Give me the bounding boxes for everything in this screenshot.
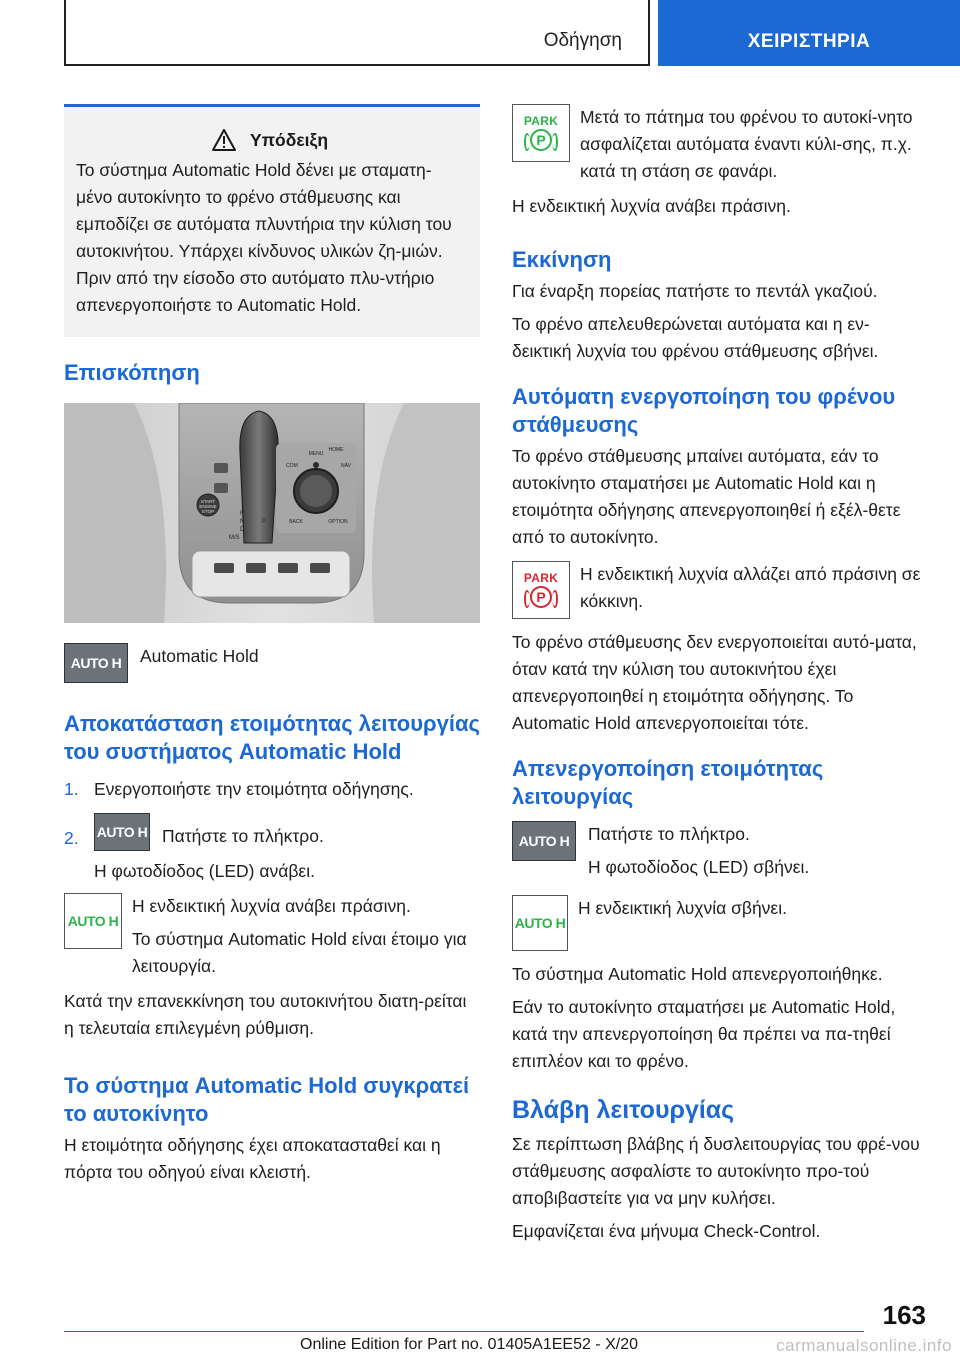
deactivate-press-text: Πατήστε το πλήκτρο. — [588, 824, 750, 844]
malfunction-p2: Εμφανίζεται ένα μήνυμα Check-Control. — [512, 1221, 821, 1241]
nav-label: NAV — [341, 463, 351, 469]
step-2-number: 2. — [64, 828, 79, 848]
com-label: COM — [286, 463, 298, 469]
auto-h-lamp-off-label: AUTO H — [514, 915, 566, 931]
warning-text: Το σύστημα Automatic Hold δένει με σταματη-μένο αυτοκίνητο το φρένο στάθμευσης και εμποδίζει σε αυτόματα πλυντήρια την κύλιση του αυτοκινήτου. Υπάρχει κίνδυνος υλικών ζη-μιών. Πριν από την είσοδο στο αυτόματο πλυ-ντήριο απενεργοποιήστε το Automatic Hold. — [76, 160, 452, 315]
auto-hold-caption: Automatic Hold — [140, 646, 259, 666]
holds-text: Η ετοιμότητα οδήγησης έχει αποκατασταθεί και η πόρτα του οδηγού είναι κλειστή. — [64, 1135, 441, 1182]
auto-h-green-lamp-icon — [64, 893, 122, 949]
park-red-row — [512, 561, 926, 619]
lamp-green-text: Η ενδεικτική λυχνία ανάβει πράσινη. — [132, 896, 411, 916]
deactivate-p1: Το σύστημα Automatic Hold απενεργοποιήθηκε. — [512, 964, 883, 984]
page-number: 163 — [882, 1300, 926, 1330]
auto-h-lamp-off-icon — [512, 895, 568, 951]
deactivate-button-text-group — [588, 821, 809, 881]
park-red-label: PARK — [523, 571, 559, 585]
warning-title: Υπόδειξη — [249, 129, 329, 150]
park-red-text: Η ενδεικτική λυχνία αλλάζει από πράσινη σε κόκκινη. — [580, 564, 921, 611]
gear-ms-label: M/S — [229, 535, 240, 541]
section-tab — [64, 0, 650, 66]
footer-edition: Online Edition for Part no. 01405A1EE52 - X/20 — [300, 1336, 638, 1353]
footer-rule — [64, 1331, 864, 1332]
stop-label: STOP — [201, 509, 215, 514]
chapter-tab: ΧΕΙΡΙΣΤΗΡΙΑ — [658, 0, 960, 66]
auto-h-button-icon-deactivate: AUTO H — [512, 821, 576, 861]
restart-text: Κατά την επανεκκίνηση του αυτοκινήτου διατη-ρείται η τελευταία επιλεγμένη ρύθμιση. — [64, 991, 467, 1038]
gear-p-label: P — [262, 519, 267, 525]
auto-park-p2: Το φρένο στάθμευσης δεν ενεργοποιείται αυτό-ματα, όταν κατά την κύλιση του αυτοκινήτου έχει απενεργοποιηθεί η ετοιμότητα οδήγησης. Το Automatic Hold απενεργοποιείται τότε. — [512, 632, 917, 733]
park-green-symbol: P — [530, 129, 552, 151]
right-column — [512, 104, 926, 1245]
holds-heading: Το σύστημα Automatic Hold συγκρατεί το αυτοκίνητο — [64, 1073, 470, 1126]
activate-heading: Αποκατάσταση ετοιμότητας λειτουργίας του συστήματος Automatic Hold — [64, 711, 480, 764]
lamp-off-row — [512, 895, 926, 951]
deactivate-heading: Απενεργοποίηση ετοιμότητας λειτουργίας — [512, 756, 824, 809]
warning-triangle-icon — [212, 129, 236, 151]
park-green-lamp-icon — [512, 104, 570, 162]
auto-hold-button-row — [64, 643, 480, 683]
watermark: carmanualsonline.info — [776, 1336, 952, 1355]
gear-n-label: N — [240, 519, 245, 525]
start-label: START — [200, 499, 216, 504]
led-off-text: Η φωτοδίοδος (LED) σβήνει. — [588, 857, 810, 877]
auto-park-heading: Αυτόματη ενεργοποίηση του φρένου στάθμευσης — [512, 384, 896, 437]
park-red-lamp-icon — [512, 561, 570, 619]
page-header — [0, 0, 960, 66]
center-console-photo — [64, 403, 480, 623]
park-red-symbol: P — [530, 586, 552, 608]
step-2 — [64, 813, 480, 852]
menu-label: MENU — [308, 451, 324, 457]
auto-h-button-icon: AUTO H — [64, 643, 128, 683]
left-column — [64, 104, 480, 1186]
auto-h-lamp-label: AUTO H — [67, 913, 119, 929]
malfunction-p1: Σε περίπτωση βλάβης ή δυσλειτουργίας του φρέ-νου στάθμευσης ασφαλίστε το αυτοκίνητο προ-τού αποβιβαστείτε για να μην κυλήσει. — [512, 1134, 920, 1208]
park-lamp-green-text: Η ενδεικτική λυχνία ανάβει πράσινη. — [512, 196, 791, 216]
option-label: OPTION — [328, 519, 348, 525]
home-label: HOME — [328, 447, 344, 453]
step-1-number: 1. — [64, 779, 79, 799]
back-label: BACK — [289, 519, 303, 525]
overview-heading: Επισκόπηση — [64, 360, 200, 385]
green-lamp-text-group — [132, 893, 480, 980]
step-2-text: Πατήστε το πλήκτρο. — [162, 826, 324, 846]
auto-h-button-icon-step2: AUTO H — [94, 813, 150, 851]
center-console-illustration — [64, 403, 480, 623]
park-green-row — [512, 104, 926, 185]
green-lamp-row — [64, 893, 480, 980]
park-green-label: PARK — [523, 114, 559, 128]
step-1-text: Ενεργοποιήστε την ετοιμότητα οδήγησης. — [94, 779, 414, 799]
led-on-text: Η φωτοδίοδος (LED) ανάβει. — [94, 861, 315, 881]
gear-d-label: D — [240, 527, 245, 533]
section-title: Οδήγηση — [543, 30, 622, 51]
auto-park-p1: Το φρένο στάθμευσης μπαίνει αυτόματα, εάν το αυτοκίνητο σταματήσει με Automatic Hold και η ετοιμότητα οδήγησης απενεργοποιηθεί ή εξέλ-θετε από το αυτοκίνητο. — [512, 446, 901, 547]
malfunction-heading: Βλάβη λειτουργίας — [512, 1096, 735, 1124]
start-off-p2: Το φρένο απελευθερώνεται αυτόματα και η εν-δεικτική λυχνία του φρένου στάθμευσης σβήνει. — [512, 314, 879, 361]
deactivate-button-row — [512, 821, 926, 881]
step-1 — [64, 776, 480, 803]
deactivate-p2: Εάν το αυτοκίνητο σταματήσει με Automatic Hold, κατά την απενεργοποίηση θα πρέπει να πα-τηθεί επιπλέον και το φρένο. — [512, 997, 896, 1071]
engine-label: ENGINE — [199, 504, 217, 509]
warning-box — [64, 104, 480, 337]
park-green-text: Μετά το πάτημα του φρένου το αυτοκί-νητο ασφαλίζεται αυτόματα έναντι κύλι-σης, π.χ. κατά τη στάση σε φανάρι. — [580, 107, 913, 181]
start-off-heading: Εκκίνηση — [512, 247, 612, 272]
ready-text: Το σύστημα Automatic Hold είναι έτοιμο για λειτουργία. — [132, 929, 467, 976]
warning-header — [76, 129, 464, 151]
start-off-p1: Για έναρξη πορείας πατήστε το πεντάλ γκαζιού. — [512, 281, 878, 301]
lamp-off-text: Η ενδεικτική λυχνία σβήνει. — [578, 898, 787, 918]
gear-r-label: R — [240, 511, 245, 517]
